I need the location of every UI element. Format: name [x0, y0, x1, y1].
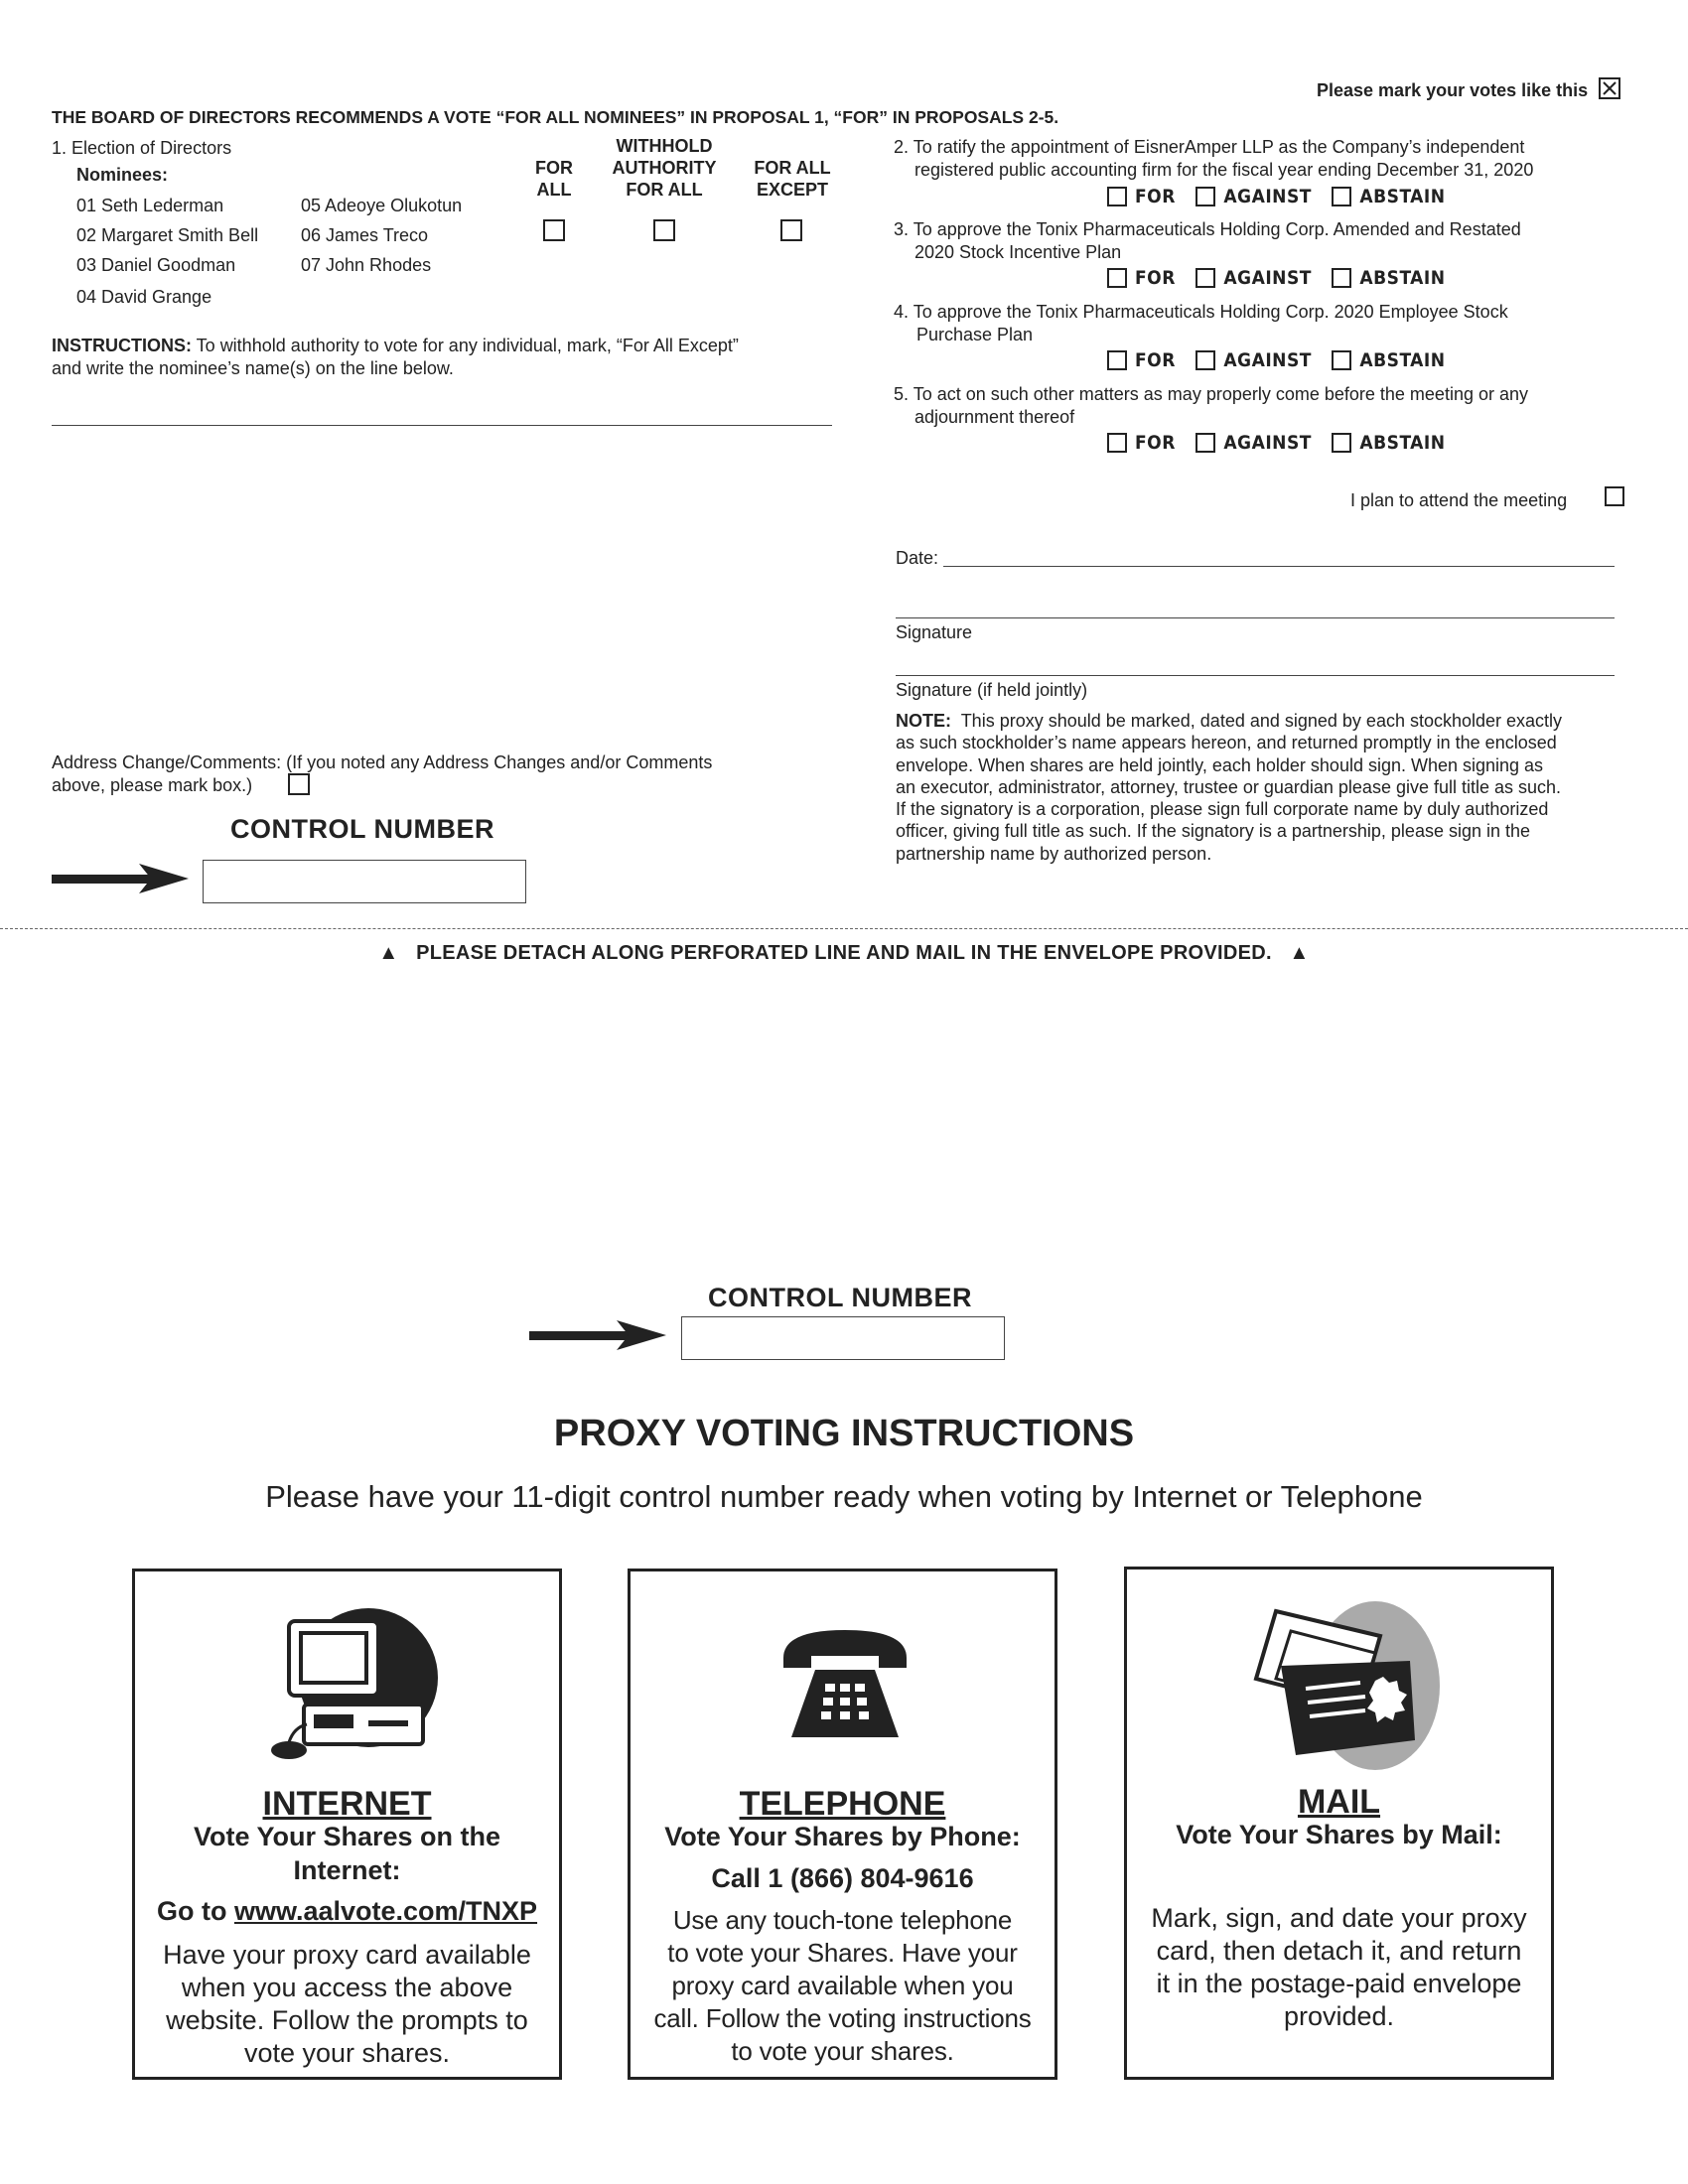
signature-line[interactable] [896, 617, 1615, 618]
internet-body: Have your proxy card available when you access the above website. Follow the prompts to vote your shares. [163, 1940, 531, 2068]
proxy-instructions-subtitle: Please have your 11-digit control number ready when voting by Internet or Telephone [265, 1479, 1423, 1514]
nominee-4: 04 David Grange [76, 287, 212, 307]
nominee-5: 05 Adeoye Olukotun [301, 196, 463, 215]
date-label: Date: [896, 548, 939, 568]
proposal-2-abstain-checkbox[interactable] [1332, 187, 1351, 206]
proposal-3-line-2: 2020 Stock Incentive Plan [914, 242, 1122, 262]
for-all-except-checkbox[interactable] [780, 219, 802, 241]
mail-card [1124, 1567, 1554, 2080]
proposal-4-abstain-checkbox[interactable] [1332, 350, 1351, 370]
withhold-nominee-line[interactable] [52, 425, 832, 426]
triangle-up-icon: ▲ [1289, 942, 1310, 964]
internet-title: INTERNET [262, 1785, 432, 1823]
control-number-box-top[interactable] [203, 860, 526, 903]
proposal-4-line-2: Purchase Plan [916, 325, 1034, 344]
signature-label: Signature [896, 622, 973, 642]
proposal-2-against-checkbox[interactable] [1196, 187, 1215, 206]
signature-joint-label: Signature (if held jointly) [896, 680, 1088, 700]
proposal-5-abstain-checkbox[interactable] [1332, 433, 1351, 453]
computer-icon [259, 1603, 448, 1762]
proposal-3-against-checkbox[interactable] [1196, 268, 1215, 288]
telephone-body: Use any touch-tone telephone to vote your Shares. Have your proxy card available when you call. Follow the voting instructions to vote your shares. [653, 1905, 1032, 2066]
address-change-checkbox[interactable] [288, 773, 310, 795]
for-all-checkbox[interactable] [543, 219, 565, 241]
proposal-3-vote-row: FOR AGAINST ABSTAIN [1107, 266, 1460, 289]
proposal-5-vote-row: FOR AGAINST ABSTAIN [1107, 431, 1460, 454]
address-change-line-1: Address Change/Comments: (If you noted any Address Changes and/or Comments [52, 752, 713, 772]
perforated-line [0, 928, 1688, 929]
internet-card [132, 1569, 562, 2080]
instructions-line-2: and write the nominee’s name(s) on the line below. [52, 358, 454, 378]
address-change-line-2: above, please mark box.) [52, 775, 253, 795]
telephone-card [628, 1569, 1057, 2080]
telephone-icon [775, 1626, 914, 1745]
proposal-2-line-2: registered public accounting firm for the fiscal year ending December 31, 2020 [914, 160, 1534, 180]
nominee-3: 03 Daniel Goodman [76, 255, 236, 275]
note-block: NOTE: This proxy should be marked, dated and signed by each stockholder exactly as such stockholder’s name appears hereon, and returned promptly in the enclosed envelope. When shares are held jointly, each holder should sign. When signing as an executor, administrator, attorney, trustee or guardian please give full title as such. If the signatory is a corporation, please sign full corporate name by duly authorized officer, giving full title as such. If the signatory is a partnership, please sign in the partnership name by authorized person. [896, 711, 1563, 864]
nominee-1: 01 Seth Lederman [76, 196, 224, 215]
nominee-6: 06 James Treco [301, 225, 429, 245]
date-line[interactable] [943, 566, 1615, 567]
proposal-1-title: 1. Election of Directors [52, 138, 232, 158]
proposal-4-against-checkbox[interactable] [1196, 350, 1215, 370]
proposal-2-vote-row: FOR AGAINST ABSTAIN [1107, 185, 1460, 207]
triangle-up-icon: ▲ [378, 942, 399, 964]
control-number-title-bottom: CONTROL NUMBER [708, 1283, 972, 1312]
attend-meeting-checkbox[interactable] [1605, 486, 1624, 506]
proposal-3-line-1: 3. To approve the Tonix Pharmaceuticals Holding Corp. Amended and Restated [894, 219, 1521, 239]
mail-subtitle: Vote Your Shares by Mail: [1176, 1820, 1502, 1849]
control-number-box-bottom[interactable] [681, 1316, 1005, 1360]
header-for-all-except: FOR ALL EXCEPT [754, 158, 831, 200]
proxy-instructions-title: PROXY VOTING INSTRUCTIONS [553, 1413, 1135, 1454]
control-number-title-top: CONTROL NUMBER [230, 814, 494, 844]
telephone-subtitle: Vote Your Shares by Phone: [664, 1822, 1021, 1851]
proposal-2-line-1: 2. To ratify the appointment of EisnerAmper LLP as the Company’s independent [894, 137, 1525, 157]
proposal-2-for-checkbox[interactable] [1107, 187, 1127, 206]
detach-instruction: ▲ PLEASE DETACH ALONG PERFORATED LINE AND MAIL IN THE ENVELOPE PROVIDED. ▲ [378, 942, 1310, 964]
nominees-label: Nominees: [76, 165, 169, 185]
board-recommendation: THE BOARD OF DIRECTORS RECOMMENDS A VOTE “FOR ALL NOMINEES” IN PROPOSAL 1, “FOR” IN PROPOSALS 2-5. [52, 107, 1059, 127]
mail-envelope-icon [1236, 1591, 1445, 1770]
proposal-5-line-1: 5. To act on such other matters as may properly come before the meeting or any [894, 384, 1528, 404]
header-for-all: FOR ALL [535, 158, 573, 200]
internet-goto: Go to www.aalvote.com/TNXP [156, 1896, 538, 1926]
instructions-line-1: INSTRUCTIONS: To withhold authority to vote for any individual, mark, “For All Except” [52, 336, 739, 355]
proposal-3-for-checkbox[interactable] [1107, 268, 1127, 288]
telephone-number: Call 1 (866) 804-9616 [711, 1863, 974, 1893]
proposal-4-line-1: 4. To approve the Tonix Pharmaceuticals Holding Corp. 2020 Employee Stock [894, 302, 1508, 322]
signature-joint-line[interactable] [896, 675, 1615, 676]
nominee-2: 02 Margaret Smith Bell [76, 225, 259, 245]
mail-body: Mark, sign, and date your proxy card, then detach it, and return it in the postage-paid envelope provided. [1151, 1903, 1527, 2031]
header-withhold: WITHHOLD AUTHORITY FOR ALL [612, 136, 717, 200]
withhold-all-checkbox[interactable] [653, 219, 675, 241]
attend-meeting-label: I plan to attend the meeting [1350, 490, 1568, 510]
proposal-5-against-checkbox[interactable] [1196, 433, 1215, 453]
mail-title: MAIL [1297, 1783, 1381, 1821]
proposal-4-vote-row: FOR AGAINST ABSTAIN [1107, 348, 1460, 371]
mark-example-text: Please mark your votes like this [1317, 80, 1589, 100]
proposal-4-for-checkbox[interactable] [1107, 350, 1127, 370]
telephone-title: TELEPHONE [739, 1785, 946, 1823]
marked-box-example-icon [1599, 77, 1620, 99]
proposal-5-line-2: adjournment thereof [914, 407, 1075, 427]
vote-url-link[interactable]: www.aalvote.com/TNXP [233, 1896, 538, 1926]
arrow-right-icon [529, 1318, 668, 1352]
nominee-7: 07 John Rhodes [301, 255, 432, 275]
internet-subtitle: Vote Your Shares on the Internet: [193, 1822, 501, 1885]
arrow-right-icon [52, 862, 191, 895]
proposal-3-abstain-checkbox[interactable] [1332, 268, 1351, 288]
proposal-5-for-checkbox[interactable] [1107, 433, 1127, 453]
